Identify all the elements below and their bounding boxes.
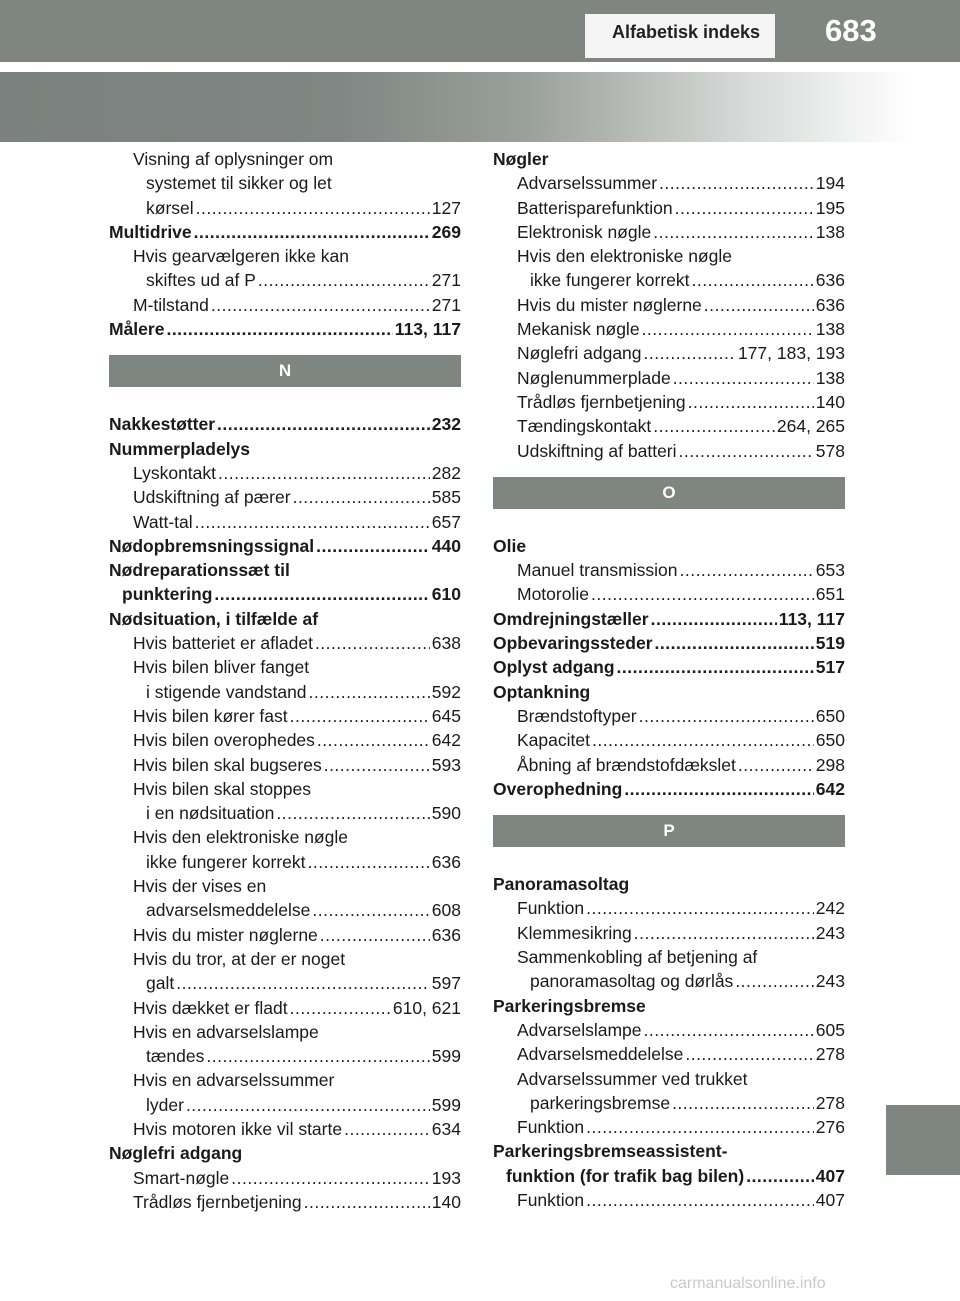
leader-dots <box>276 801 429 825</box>
leader-dots <box>591 582 814 606</box>
index-entry-page: 140 <box>815 391 845 412</box>
leader-dots <box>196 196 430 220</box>
index-entry-label: Optankning <box>493 681 591 702</box>
index-entry-label: Lyskontakt <box>133 462 217 483</box>
index-entry-label: Nummerpladelys <box>109 438 251 459</box>
index-entry-page: 194 <box>815 173 845 194</box>
index-entry <box>493 390 845 414</box>
index-entry-page: 177, 183, 193 <box>737 343 845 364</box>
leader-dots <box>692 268 814 292</box>
leader-dots <box>211 293 430 317</box>
index-entry-label: Hvis en advarselslampe <box>133 1021 319 1042</box>
index-entry <box>109 510 461 534</box>
index-entry-label: Funktion <box>517 1117 585 1138</box>
index-entry-label: Hvis bilen kører fast <box>133 705 288 726</box>
index-entry-page: 113, 117 <box>394 319 461 340</box>
leader-dots <box>320 923 430 947</box>
index-entry <box>109 196 461 220</box>
index-entry <box>493 631 845 655</box>
leader-dots <box>186 1093 430 1117</box>
index-entry-page: 138 <box>815 221 845 242</box>
index-entry <box>109 461 461 485</box>
index-entry-page: 243 <box>815 971 845 992</box>
index-entry-label: Nøgler <box>493 149 549 169</box>
index-entry <box>109 607 461 631</box>
index-entry <box>109 437 461 461</box>
index-entry-label: punktering <box>122 584 213 605</box>
index-entry-page: 519 <box>815 633 845 654</box>
leader-dots <box>673 366 814 390</box>
index-entry-label: i stigende vandstand <box>146 681 307 702</box>
index-entry-label: Motorolie <box>517 584 589 605</box>
index-entry <box>493 994 845 1018</box>
index-entry-label: Sammenkobling af betjening af <box>517 947 758 968</box>
index-entry <box>493 921 845 945</box>
footer-watermark: carmanualsonline.info <box>670 1275 826 1292</box>
leader-dots <box>586 1188 814 1212</box>
leader-dots <box>653 220 814 244</box>
index-entry-label: Omdrejningstæller <box>493 608 649 629</box>
index-entry-label: Multidrive <box>109 221 192 242</box>
index-entry-label: Trådløs fjernbetjening <box>517 391 686 412</box>
leader-dots <box>176 971 430 995</box>
index-entry-page: 407 <box>815 1189 845 1210</box>
index-entry-page: 593 <box>431 754 461 775</box>
index-entry-page: 264, 265 <box>776 416 845 437</box>
leader-dots <box>195 510 430 534</box>
index-entry-label: systemet til sikker og let <box>146 173 332 194</box>
leader-dots <box>166 317 392 341</box>
index-entry-label: Nødreparationssæt til <box>109 560 290 581</box>
index-entry <box>493 872 845 896</box>
index-entry <box>493 268 845 292</box>
leader-dots <box>344 1117 430 1141</box>
index-entry <box>493 607 845 631</box>
index-entry-label: Hvis du mister nøglerne <box>133 924 318 945</box>
index-entry-label: Nødopbremsningssignal <box>109 535 315 556</box>
index-entry <box>109 1117 461 1141</box>
index-entry <box>493 534 845 558</box>
index-entry-label: parkeringsbremse <box>530 1092 671 1113</box>
index-entry <box>109 268 461 292</box>
index-entry-label: Hvis gearvælgeren ikke kan <box>133 246 349 267</box>
index-entry <box>493 220 845 244</box>
index-entry-label: Klemmesikring <box>517 922 632 943</box>
index-entry-page: 638 <box>431 633 461 654</box>
index-entry <box>493 147 845 171</box>
index-entry <box>109 485 461 509</box>
leader-dots <box>679 439 814 463</box>
index-entry-label: Parkeringsbremse <box>493 995 646 1016</box>
index-entry-label: Nakkestøtter <box>109 414 216 435</box>
index-entry-label: Nøglenummerplade <box>517 367 671 388</box>
index-entry-page: 242 <box>815 898 845 919</box>
index-entry <box>109 874 461 898</box>
index-entry-label: Hvis bilen skal bugseres <box>133 754 322 775</box>
section-header: O <box>493 477 845 509</box>
index-entry <box>493 1188 845 1212</box>
leader-dots <box>218 461 430 485</box>
index-entry-label: Udskiftning af batteri <box>517 440 677 461</box>
chapter-side-tab <box>886 1105 960 1175</box>
index-entry <box>109 850 461 874</box>
index-entry-page: 243 <box>815 922 845 943</box>
index-entry-label: lyder <box>146 1094 184 1115</box>
index-entry <box>493 439 845 463</box>
index-entry <box>109 220 461 244</box>
index-entry-page: 651 <box>815 584 845 605</box>
index-entry-label: Hvis du tror, at der er noget <box>133 948 346 969</box>
index-entry-page: 271 <box>431 270 461 291</box>
leader-dots <box>746 1164 814 1188</box>
index-entry <box>109 801 461 825</box>
index-entry-page: 599 <box>431 1094 461 1115</box>
leader-dots <box>735 969 813 993</box>
index-entry-label: advarselsmeddelelse <box>146 900 311 921</box>
index-entry <box>109 1093 461 1117</box>
index-entry-page: 605 <box>815 1019 845 1040</box>
leader-dots <box>231 1166 430 1190</box>
index-entry-label: Overophedning <box>493 778 623 799</box>
index-entry-page: 127 <box>431 197 461 218</box>
leader-dots <box>315 631 430 655</box>
index-entry <box>493 1018 845 1042</box>
index-entry-label: M-tilstand <box>133 294 209 315</box>
index-entry-page: 657 <box>431 511 461 532</box>
index-entry-label: Watt-tal <box>133 511 193 532</box>
index-entry <box>109 680 461 704</box>
index-entry <box>493 704 845 728</box>
leader-dots <box>290 704 430 728</box>
index-entry-label: Nøglefri adgang <box>109 1143 243 1164</box>
leader-dots <box>309 680 430 704</box>
index-entry-label: Tændingskontakt <box>517 416 652 437</box>
index-entry-label: Funktion <box>517 1189 585 1210</box>
index-entry-label: Nøglefri adgang <box>517 343 642 364</box>
index-entry-label: Olie <box>493 535 527 556</box>
index-entry <box>109 293 461 317</box>
leader-dots <box>624 777 813 801</box>
index-entry <box>493 969 845 993</box>
index-entry-page: 140 <box>431 1191 461 1212</box>
index-entry-label: Målere <box>109 319 165 340</box>
index-entry-label: Smart-nøgle <box>133 1167 230 1188</box>
index-entry-page: 517 <box>815 657 845 678</box>
index-entry-label: i en nødsituation <box>146 803 275 824</box>
index-entry-page: 636 <box>431 851 461 872</box>
index-entry-label: Hvis den elektroniske nøgle <box>517 246 732 267</box>
index-entry-page: 271 <box>431 294 461 315</box>
index-entry-page: 592 <box>431 681 461 702</box>
index-entry <box>109 558 461 582</box>
index-entry-label: Hvis der vises en <box>133 876 267 897</box>
index-entry <box>493 1042 845 1066</box>
index-entry-label: Panoramasoltag <box>493 874 630 895</box>
index-entry <box>493 317 845 341</box>
index-entry <box>493 1115 845 1139</box>
index-entry-label: Åbning af brændstofdækslet <box>517 754 736 775</box>
index-entry-page: 276 <box>815 1117 845 1138</box>
index-entry-label: Hvis bilen bliver fanget <box>133 657 310 678</box>
index-entry-label: Oplyst adgang <box>493 657 615 678</box>
index-entry-page: 298 <box>815 754 845 775</box>
index-entry <box>109 753 461 777</box>
index-entry-label: panoramasoltag og dørlås <box>530 971 734 992</box>
page-title: Alfabetisk indeks <box>612 22 761 42</box>
section-header: P <box>493 815 845 847</box>
index-entry-label: kørsel <box>146 197 194 218</box>
index-entry-label: Hvis du mister nøglerne <box>517 294 702 315</box>
index-entry-label: Brændstoftyper <box>517 705 637 726</box>
index-entry-label: skiftes ud af P <box>146 270 256 291</box>
index-entry <box>109 947 461 971</box>
page-number: 683 <box>775 0 960 62</box>
leader-dots <box>617 655 814 679</box>
index-column-right <box>493 147 845 1212</box>
index-entry-label: Advarselslampe <box>517 1019 642 1040</box>
index-entry-page: 653 <box>815 560 845 581</box>
index-entry-label: Hvis bilen overophedes <box>133 730 315 751</box>
leader-dots <box>655 631 814 655</box>
index-entry-label: ikke fungerer korrekt <box>146 851 306 872</box>
index-entry <box>493 1067 845 1091</box>
index-entry <box>109 971 461 995</box>
leader-dots <box>634 921 814 945</box>
index-entry <box>109 996 461 1020</box>
leader-dots <box>704 293 814 317</box>
index-entry <box>493 945 845 969</box>
index-column-left <box>109 147 461 1214</box>
index-entry <box>109 631 461 655</box>
index-entry-page: 407 <box>815 1165 845 1186</box>
index-entry-page: 642 <box>431 730 461 751</box>
section-header: N <box>109 355 461 387</box>
index-entry-label: ikke fungerer korrekt <box>530 270 690 291</box>
index-entry-page: 193 <box>431 1167 461 1188</box>
index-entry-page: 636 <box>815 294 845 315</box>
leader-dots <box>258 268 430 292</box>
leader-dots <box>679 558 813 582</box>
index-entry <box>493 896 845 920</box>
index-entry <box>493 1164 845 1188</box>
leader-dots <box>639 704 814 728</box>
leader-dots <box>217 412 430 436</box>
index-entry-label: Hvis den elektroniske nøgle <box>133 827 348 848</box>
index-entry <box>493 558 845 582</box>
leader-dots <box>688 390 814 414</box>
index-entry-page: 282 <box>431 462 461 483</box>
leader-dots <box>592 728 814 752</box>
index-entry-label: Kapacitet <box>517 730 590 751</box>
leader-dots <box>653 414 775 438</box>
index-entry-label: Nødsituation, i tilfælde af <box>109 608 319 629</box>
index-entry <box>493 655 845 679</box>
index-entry <box>109 1020 461 1044</box>
index-entry-page: 610 <box>431 584 461 605</box>
index-entry-label: Hvis dækket er fladt <box>133 997 288 1018</box>
index-entry-page: 585 <box>431 487 461 508</box>
leader-dots <box>659 171 814 195</box>
index-entry <box>109 728 461 752</box>
leader-dots <box>214 582 429 606</box>
index-entry <box>109 825 461 849</box>
index-entry <box>493 171 845 195</box>
index-entry <box>109 412 461 436</box>
index-entry <box>109 1044 461 1068</box>
index-entry-page: 645 <box>431 705 461 726</box>
leader-dots <box>316 534 430 558</box>
index-entry <box>493 728 845 752</box>
index-entry-label: Elektronisk nøgle <box>517 221 652 242</box>
index-entry <box>109 534 461 558</box>
index-entry <box>493 196 845 220</box>
index-entry-page: 138 <box>815 367 845 388</box>
index-entry-label: Parkeringsbremseassistent- <box>493 1141 728 1162</box>
leader-dots <box>685 1042 813 1066</box>
index-entry <box>109 317 461 341</box>
index-entry-page: 636 <box>431 924 461 945</box>
index-entry <box>109 1068 461 1092</box>
leader-dots <box>642 317 814 341</box>
leader-dots <box>206 1044 429 1068</box>
leader-dots <box>308 850 430 874</box>
leader-dots <box>304 1190 430 1214</box>
index-entry-label: Advarselsmeddelelse <box>517 1044 684 1065</box>
index-entry-label: Batterisparefunktion <box>517 197 673 218</box>
index-entry-page: 642 <box>815 778 845 799</box>
index-entry-label: funktion (for trafik bag bilen) <box>506 1165 745 1186</box>
index-entry-page: 597 <box>431 973 461 994</box>
index-entry-page: 232 <box>431 414 461 435</box>
leader-dots <box>651 607 777 631</box>
index-entry-page: 590 <box>431 803 461 824</box>
index-entry-page: 138 <box>815 319 845 340</box>
index-entry <box>493 293 845 317</box>
leader-dots <box>312 898 429 922</box>
index-entry <box>109 655 461 679</box>
leader-dots <box>324 753 430 777</box>
index-entry-page: 278 <box>815 1044 845 1065</box>
leader-dots <box>644 1018 814 1042</box>
index-entry-label: tændes <box>146 1046 205 1067</box>
index-entry <box>493 1091 845 1115</box>
index-entry-page: 278 <box>815 1092 845 1113</box>
index-entry <box>109 147 461 171</box>
index-entry-label: Hvis motoren ikke vil starte <box>133 1118 343 1139</box>
index-entry-label: Trådløs fjernbetjening <box>133 1191 302 1212</box>
index-entry <box>493 777 845 801</box>
index-entry <box>493 244 845 268</box>
leader-dots <box>586 1115 814 1139</box>
index-entry-page: 634 <box>431 1118 461 1139</box>
index-entry <box>109 777 461 801</box>
header-gradient-band <box>0 72 960 142</box>
leader-dots <box>317 728 430 752</box>
index-entry-label: Funktion <box>517 898 585 919</box>
index-entry <box>493 341 845 365</box>
index-entry <box>493 1139 845 1163</box>
index-entry <box>493 366 845 390</box>
leader-dots <box>738 753 814 777</box>
index-entry-page: 440 <box>431 535 461 556</box>
index-entry-page: 610, 621 <box>392 997 461 1018</box>
index-entry <box>109 1190 461 1214</box>
index-entry <box>109 171 461 195</box>
index-entry-page: 636 <box>815 270 845 291</box>
index-entry-label: Hvis en advarselssummer <box>133 1070 335 1091</box>
leader-dots <box>586 896 814 920</box>
index-entry <box>109 898 461 922</box>
index-entry-page: 608 <box>431 900 461 921</box>
index-entry-page: 195 <box>815 197 845 218</box>
index-entry <box>109 582 461 606</box>
index-entry <box>109 923 461 947</box>
index-entry-label: Hvis batteriet er afladet <box>133 633 313 654</box>
index-entry-page: 650 <box>815 730 845 751</box>
leader-dots <box>672 1091 814 1115</box>
leader-dots <box>293 485 430 509</box>
index-entry <box>109 704 461 728</box>
index-entry <box>109 1141 461 1165</box>
index-entry-label: Advarselssummer <box>517 173 658 194</box>
index-entry <box>109 1166 461 1190</box>
index-entry-label: Hvis bilen skal stoppes <box>133 778 311 799</box>
index-entry-label: Mekanisk nøgle <box>517 319 640 340</box>
index-entry <box>493 680 845 704</box>
index-entry-label: Manuel transmission <box>517 560 678 581</box>
index-entry-label: Visning af oplysninger om <box>133 149 334 169</box>
leader-dots <box>290 996 391 1020</box>
index-entry-label: Udskiftning af pærer <box>133 487 291 508</box>
index-entry-label: Advarselssummer ved trukket <box>517 1068 748 1089</box>
index-entry-page: 650 <box>815 705 845 726</box>
index-entry-page: 269 <box>431 221 461 242</box>
leader-dots <box>675 196 814 220</box>
index-entry <box>493 414 845 438</box>
index-entry-page: 113, 117 <box>778 608 845 629</box>
index-entry-page: 578 <box>815 440 845 461</box>
leader-dots <box>644 341 736 365</box>
index-entry-label: galt <box>146 973 175 994</box>
index-entry <box>493 582 845 606</box>
index-entry-page: 599 <box>431 1046 461 1067</box>
index-entry-label: Opbevaringssteder <box>493 633 653 654</box>
index-entry <box>493 753 845 777</box>
leader-dots <box>194 220 430 244</box>
index-entry <box>109 244 461 268</box>
